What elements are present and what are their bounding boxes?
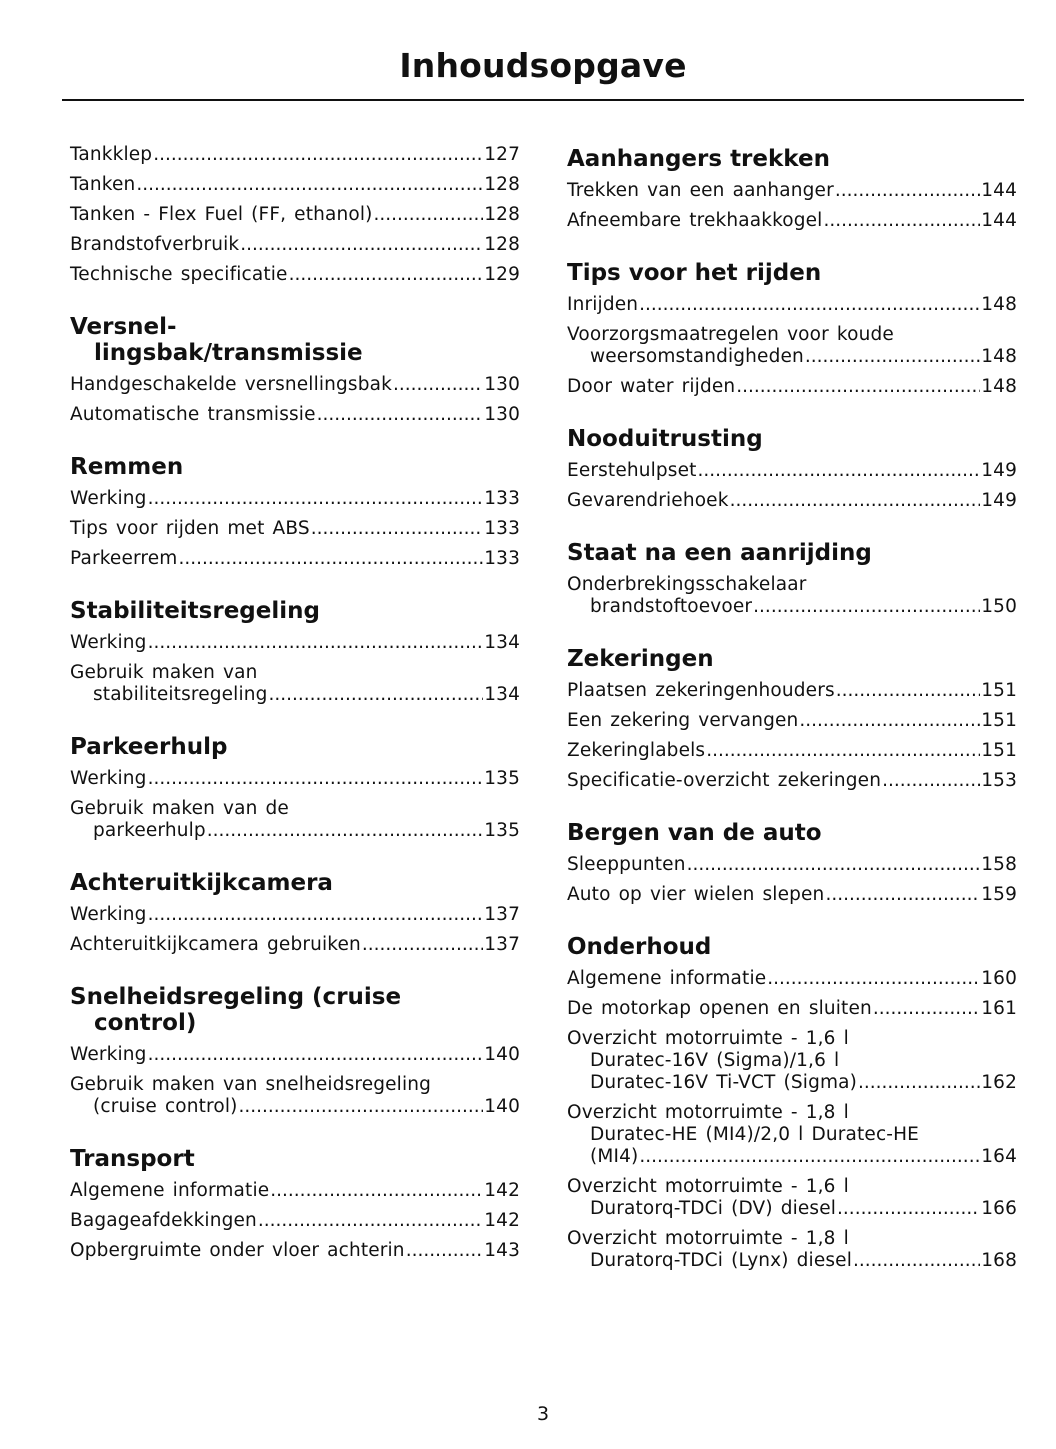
toc-entry-row xyxy=(70,404,520,426)
toc-entry[interactable] xyxy=(567,968,1017,990)
section-heading-line: Transport xyxy=(70,1146,195,1172)
toc-entry-row xyxy=(70,820,520,842)
toc-entry-text-line: Overzicht motorruimte - 1,8 l xyxy=(567,1228,849,1249)
page-number: 3 xyxy=(536,1403,550,1425)
toc-entry-page: 164 xyxy=(981,1146,1017,1167)
toc-entry-row xyxy=(567,1072,1017,1094)
dot-leader xyxy=(148,768,484,790)
toc-entry-text-line: Duratorq-TDCi (Lynx) diesel xyxy=(590,1250,852,1271)
toc-entry-row xyxy=(70,1180,520,1202)
toc-entry-row xyxy=(70,264,520,286)
toc-entry-page: 140 xyxy=(484,1044,520,1065)
toc-section xyxy=(70,598,520,706)
toc-section xyxy=(70,984,520,1118)
toc-entry-row xyxy=(70,1210,520,1232)
toc-section xyxy=(70,1146,520,1262)
toc-entry-text-line: (cruise control) xyxy=(93,1096,238,1117)
toc-left-column xyxy=(70,144,520,1290)
toc-entry[interactable] xyxy=(70,1180,520,1202)
toc-entry[interactable] xyxy=(567,884,1017,906)
toc-entry-text-line: brandstoftoevoer xyxy=(590,596,753,617)
section-heading xyxy=(567,540,1017,566)
toc-entry-page: 143 xyxy=(484,1240,520,1261)
toc-entry[interactable] xyxy=(567,180,1017,202)
toc-entry-text-line: Algemene informatie xyxy=(567,968,767,989)
toc-entry-row xyxy=(70,488,520,510)
dot-leader xyxy=(687,854,981,876)
toc-entry-row xyxy=(70,1096,520,1118)
section-heading-line: Achteruitkijkcamera xyxy=(70,870,333,896)
toc-entry-row xyxy=(70,904,520,926)
toc-entry-text-line: Brandstofverbruik xyxy=(70,234,240,255)
toc-entry[interactable] xyxy=(567,574,1017,618)
toc-entry-page: 149 xyxy=(981,490,1017,511)
section-heading-line: Stabiliteitsregeling xyxy=(70,598,320,624)
section-heading xyxy=(70,454,520,480)
toc-entry-text-line: Werking xyxy=(70,904,147,925)
section-heading-line: Nooduitrusting xyxy=(567,426,763,452)
toc-entry-row xyxy=(567,710,1017,732)
toc-entry-page: 133 xyxy=(484,488,520,509)
dot-leader xyxy=(406,1240,484,1262)
toc-entry[interactable] xyxy=(567,1028,1017,1094)
toc-entry[interactable] xyxy=(70,768,520,790)
section-heading xyxy=(567,146,1017,172)
toc-entry-row xyxy=(567,294,1017,316)
toc-entry-text-line: Een zekering vervangen xyxy=(567,710,799,731)
toc-entry[interactable] xyxy=(567,1228,1017,1272)
toc-entry-text-line: Duratorq-TDCi (DV) diesel xyxy=(590,1198,837,1219)
dot-leader xyxy=(136,174,483,196)
toc-entry-row xyxy=(567,180,1017,202)
toc-entry-page: 142 xyxy=(484,1180,520,1201)
toc-entry[interactable] xyxy=(70,904,520,926)
toc-entry-row xyxy=(567,596,1017,618)
dot-leader xyxy=(882,770,980,792)
toc-entry-page: 127 xyxy=(484,144,520,165)
dot-leader xyxy=(823,210,980,232)
toc-entry-row xyxy=(567,460,1017,482)
toc-entry-row xyxy=(567,490,1017,512)
section-heading xyxy=(70,870,520,896)
toc-section xyxy=(567,934,1017,1272)
toc-entry-text-line: Werking xyxy=(70,488,147,509)
section-heading-line: Versnel- xyxy=(70,314,177,340)
toc-entry-text-line: parkeerhulp xyxy=(93,820,206,841)
dot-leader xyxy=(753,596,980,618)
toc-entry-text-line: Opbergruimte onder vloer achterin xyxy=(70,1240,405,1261)
toc-entry-text-line: Automatische transmissie xyxy=(70,404,316,425)
toc-entry[interactable] xyxy=(70,1074,520,1118)
section-heading xyxy=(70,598,520,624)
toc-entry-row xyxy=(567,1250,1017,1272)
section-heading-line: Zekeringen xyxy=(567,646,714,672)
toc-entry-page: 135 xyxy=(484,768,520,789)
section-heading xyxy=(567,426,1017,452)
dot-leader xyxy=(837,1198,980,1220)
section-heading xyxy=(70,734,520,760)
toc-entry-row xyxy=(567,998,1017,1020)
toc-entry[interactable] xyxy=(567,770,1017,792)
dot-leader xyxy=(239,1096,484,1118)
dot-leader xyxy=(873,998,980,1020)
toc-entry-text-line: Duratec-16V Ti-VCT (Sigma) xyxy=(590,1072,858,1093)
toc-entry-text-line: Tanken xyxy=(70,174,136,195)
dot-leader xyxy=(153,144,483,166)
dot-leader xyxy=(362,934,483,956)
section-heading xyxy=(567,934,1017,960)
toc-entry-row xyxy=(70,934,520,956)
toc-entry-page: 148 xyxy=(981,346,1017,367)
toc-entry-text-line: Duratec-HE (MI4)/2,0 l Duratec-HE xyxy=(590,1124,919,1145)
toc-entry-row xyxy=(567,346,1017,368)
dot-leader xyxy=(639,294,980,316)
toc-entry[interactable] xyxy=(70,548,520,570)
toc-entry-page: 150 xyxy=(981,596,1017,617)
section-heading xyxy=(567,646,1017,672)
toc-entry-text-line: Overzicht motorruimte - 1,6 l xyxy=(567,1176,849,1197)
toc-entry-page: 134 xyxy=(484,684,520,705)
dot-leader xyxy=(148,632,484,654)
toc-entry-page: 149 xyxy=(981,460,1017,481)
toc-entry-text-line: Gebruik maken van snelheidsregeling xyxy=(70,1074,432,1095)
toc-entry-text-line: Werking xyxy=(70,768,147,789)
toc-entry[interactable] xyxy=(567,710,1017,732)
toc-entry-text-line: Eerstehulpset xyxy=(567,460,697,481)
dot-leader xyxy=(289,264,484,286)
toc-entry-page: 161 xyxy=(981,998,1017,1019)
toc-entry-row xyxy=(567,1146,1017,1168)
toc-entry-page: 166 xyxy=(981,1198,1017,1219)
toc-entry-text-line: Auto op vier wielen slepen xyxy=(567,884,825,905)
toc-entry-page: 128 xyxy=(484,204,520,225)
toc-entry-text-line: Onderbrekingsschakelaar xyxy=(567,574,807,595)
toc-section xyxy=(567,426,1017,512)
section-heading xyxy=(70,1146,520,1172)
dot-leader xyxy=(178,548,483,570)
toc-section xyxy=(567,820,1017,906)
toc-entry[interactable] xyxy=(567,680,1017,702)
toc-entry-page: 133 xyxy=(484,548,520,569)
toc-section xyxy=(567,646,1017,792)
dot-leader xyxy=(825,884,980,906)
dot-leader xyxy=(730,490,981,512)
toc-entry[interactable] xyxy=(567,210,1017,232)
toc-entry[interactable] xyxy=(567,1176,1017,1220)
section-heading-line: Bergen van de auto xyxy=(567,820,822,846)
toc-entry[interactable] xyxy=(567,998,1017,1020)
toc-entry[interactable] xyxy=(70,488,520,510)
toc-entry-page: 135 xyxy=(484,820,520,841)
toc-entry-page: 148 xyxy=(981,376,1017,397)
toc-entry-text-line: Werking xyxy=(70,632,147,653)
toc-entry-text-line: Duratec-16V (Sigma)/1,6 l xyxy=(590,1050,840,1071)
toc-entry-text-line: Inrijden xyxy=(567,294,639,315)
section-heading-line: Parkeerhulp xyxy=(70,734,228,760)
toc-entry-text-line: (MI4) xyxy=(590,1146,639,1167)
toc-entry[interactable] xyxy=(567,490,1017,512)
toc-entry-row xyxy=(70,1044,520,1066)
toc-entry-text-line: Parkeerrem xyxy=(70,548,178,569)
dot-leader xyxy=(258,1210,483,1232)
dot-leader xyxy=(311,518,484,540)
page-title: Inhoudsopgave xyxy=(399,46,687,85)
toc-entry-row xyxy=(567,854,1017,876)
section-heading-line: Snelheidsregeling (cruise xyxy=(70,984,402,1010)
toc-entry-page: 162 xyxy=(981,1072,1017,1093)
dot-leader xyxy=(207,820,483,842)
toc-entry-text-line: De motorkap openen en sluiten xyxy=(567,998,872,1019)
toc-entry-text-line: Zekeringlabels xyxy=(567,740,706,761)
toc-entry-page: 137 xyxy=(484,904,520,925)
toc-entry-row xyxy=(567,884,1017,906)
toc-entry[interactable] xyxy=(70,934,520,956)
toc-entry-text-line: Sleeppunten xyxy=(567,854,686,875)
toc-entry-text-line: stabiliteitsregeling xyxy=(93,684,268,705)
toc-entry-row xyxy=(70,234,520,256)
toc-entry[interactable] xyxy=(70,798,520,842)
dot-leader xyxy=(240,234,483,256)
toc-entry-page: 151 xyxy=(981,740,1017,761)
toc-entry-page: 151 xyxy=(981,710,1017,731)
toc-entry-page: 129 xyxy=(484,264,520,285)
toc-entry-text-line: Tankklep xyxy=(70,144,153,165)
toc-entry-text-line: Overzicht motorruimte - 1,8 l xyxy=(567,1102,849,1123)
toc-entry-page: 133 xyxy=(484,518,520,539)
dot-leader xyxy=(270,1180,483,1202)
toc-entry-text-line: Tips voor rijden met ABS xyxy=(70,518,310,539)
toc-entry[interactable] xyxy=(567,740,1017,762)
toc-entry-text-line: Technische specificatie xyxy=(70,264,288,285)
dot-leader xyxy=(805,346,980,368)
toc-entry[interactable] xyxy=(70,1240,520,1262)
toc-entry-row xyxy=(70,204,520,226)
section-heading-line: Aanhangers trekken xyxy=(567,146,830,172)
toc-entry-page: 137 xyxy=(484,934,520,955)
toc-entry-row xyxy=(70,632,520,654)
section-heading xyxy=(567,260,1017,286)
toc-entry-row xyxy=(567,210,1017,232)
section-heading xyxy=(70,314,520,366)
toc-section xyxy=(70,734,520,842)
toc-entry-page: 160 xyxy=(981,968,1017,989)
dot-leader xyxy=(148,488,484,510)
toc-section xyxy=(70,144,520,286)
toc-entry-page: 134 xyxy=(484,632,520,653)
toc-entry[interactable] xyxy=(70,374,520,396)
toc-entry[interactable] xyxy=(70,632,520,654)
toc-entry-row xyxy=(567,968,1017,990)
toc-entry-text-line: Door water rijden xyxy=(567,376,736,397)
toc-entry-page: 128 xyxy=(484,234,520,255)
dot-leader xyxy=(148,904,484,926)
toc-entry-page: 128 xyxy=(484,174,520,195)
toc-entry-page: 130 xyxy=(484,404,520,425)
toc-entry-row xyxy=(70,144,520,166)
toc-entry-row xyxy=(70,1240,520,1262)
dot-leader xyxy=(373,204,483,226)
toc-entry-row xyxy=(70,174,520,196)
toc-entry[interactable] xyxy=(70,662,520,706)
toc-entry-row xyxy=(70,518,520,540)
toc-entry-row xyxy=(70,768,520,790)
toc-entry[interactable] xyxy=(567,460,1017,482)
toc-entry-page: 168 xyxy=(981,1250,1017,1271)
toc-entry-page: 158 xyxy=(981,854,1017,875)
dot-leader xyxy=(767,968,980,990)
dot-leader xyxy=(698,460,981,482)
toc-entry-text-line: Algemene informatie xyxy=(70,1180,270,1201)
dot-leader xyxy=(148,1044,484,1066)
dot-leader xyxy=(706,740,980,762)
toc-right-column xyxy=(567,144,1017,1300)
toc-entry-text-line: Achteruitkijkcamera gebruiken xyxy=(70,934,361,955)
toc-entry-page: 144 xyxy=(981,210,1017,231)
toc-entry-row xyxy=(567,680,1017,702)
dot-leader xyxy=(639,1146,980,1168)
toc-entry-row xyxy=(70,548,520,570)
toc-section xyxy=(567,540,1017,618)
toc-entry[interactable] xyxy=(567,854,1017,876)
toc-entry[interactable] xyxy=(70,404,520,426)
toc-entry[interactable] xyxy=(567,324,1017,368)
section-heading xyxy=(70,984,520,1036)
toc-entry[interactable] xyxy=(567,1102,1017,1168)
toc-entry-text-line: Plaatsen zekeringenhouders xyxy=(567,680,835,701)
toc-entry[interactable] xyxy=(70,1044,520,1066)
toc-entry[interactable] xyxy=(70,264,520,286)
dot-leader xyxy=(799,710,980,732)
dot-leader xyxy=(858,1072,980,1094)
toc-entry-text-line: Afneembare trekhaakkogel xyxy=(567,210,823,231)
title-rule xyxy=(62,99,1024,101)
toc-entry-text-line: Overzicht motorruimte - 1,6 l xyxy=(567,1028,849,1049)
toc-entry[interactable] xyxy=(567,294,1017,316)
toc-entry-page: 159 xyxy=(981,884,1017,905)
toc-entry-row xyxy=(70,684,520,706)
section-heading-line: control) xyxy=(94,1010,197,1036)
toc-section xyxy=(70,870,520,956)
toc-entry[interactable] xyxy=(70,1210,520,1232)
toc-entry-page: 140 xyxy=(484,1096,520,1117)
toc-entry-text-line: Tanken - Flex Fuel (FF, ethanol) xyxy=(70,204,373,225)
toc-entry-page: 151 xyxy=(981,680,1017,701)
section-heading-line: Staat na een aanrijding xyxy=(567,540,872,566)
toc-entry-text-line: Gevarendriehoek xyxy=(567,490,729,511)
dot-leader xyxy=(836,680,980,702)
dot-leader xyxy=(393,374,483,396)
toc-section xyxy=(70,454,520,570)
dot-leader xyxy=(736,376,980,398)
toc-entry-text-line: Gebruik maken van de xyxy=(70,798,289,819)
section-heading-line: Remmen xyxy=(70,454,184,480)
toc-entry-page: 130 xyxy=(484,374,520,395)
toc-section xyxy=(70,314,520,426)
toc-entry-text-line: weersomstandigheden xyxy=(590,346,804,367)
toc-entry[interactable] xyxy=(70,518,520,540)
toc-entry[interactable] xyxy=(567,376,1017,398)
toc-entry-row xyxy=(70,374,520,396)
dot-leader xyxy=(835,180,980,202)
toc-entry-text-line: Handgeschakelde versnellingsbak xyxy=(70,374,392,395)
toc-entry-page: 142 xyxy=(484,1210,520,1231)
toc-entry[interactable] xyxy=(70,144,520,166)
dot-leader xyxy=(853,1250,980,1272)
toc-entry[interactable] xyxy=(70,174,520,196)
dot-leader xyxy=(269,684,484,706)
toc-entry[interactable] xyxy=(70,234,520,256)
toc-section xyxy=(567,146,1017,232)
toc-entry[interactable] xyxy=(70,204,520,226)
toc-entry-text-line: Specificatie-overzicht zekeringen xyxy=(567,770,882,791)
toc-entry-page: 153 xyxy=(981,770,1017,791)
toc-entry-text-line: Bagageafdekkingen xyxy=(70,1210,257,1231)
toc-entry-text-line: Werking xyxy=(70,1044,147,1065)
toc-entry-text-line: Voorzorgsmaatregelen voor koude xyxy=(567,324,894,345)
toc-entry-text-line: Trekken van een aanhanger xyxy=(567,180,834,201)
section-heading-line: Tips voor het rijden xyxy=(567,260,822,286)
section-heading xyxy=(567,820,1017,846)
toc-entry-row xyxy=(567,740,1017,762)
section-heading-line: lingsbak/transmissie xyxy=(94,340,363,366)
toc-entry-row xyxy=(567,1198,1017,1220)
toc-section xyxy=(567,260,1017,398)
toc-entry-page: 144 xyxy=(981,180,1017,201)
toc-entry-text-line: Gebruik maken van xyxy=(70,662,258,683)
toc-entry-page: 148 xyxy=(981,294,1017,315)
toc-entry-row xyxy=(567,376,1017,398)
toc-entry-row xyxy=(567,770,1017,792)
section-heading-line: Onderhoud xyxy=(567,934,712,960)
dot-leader xyxy=(317,404,484,426)
